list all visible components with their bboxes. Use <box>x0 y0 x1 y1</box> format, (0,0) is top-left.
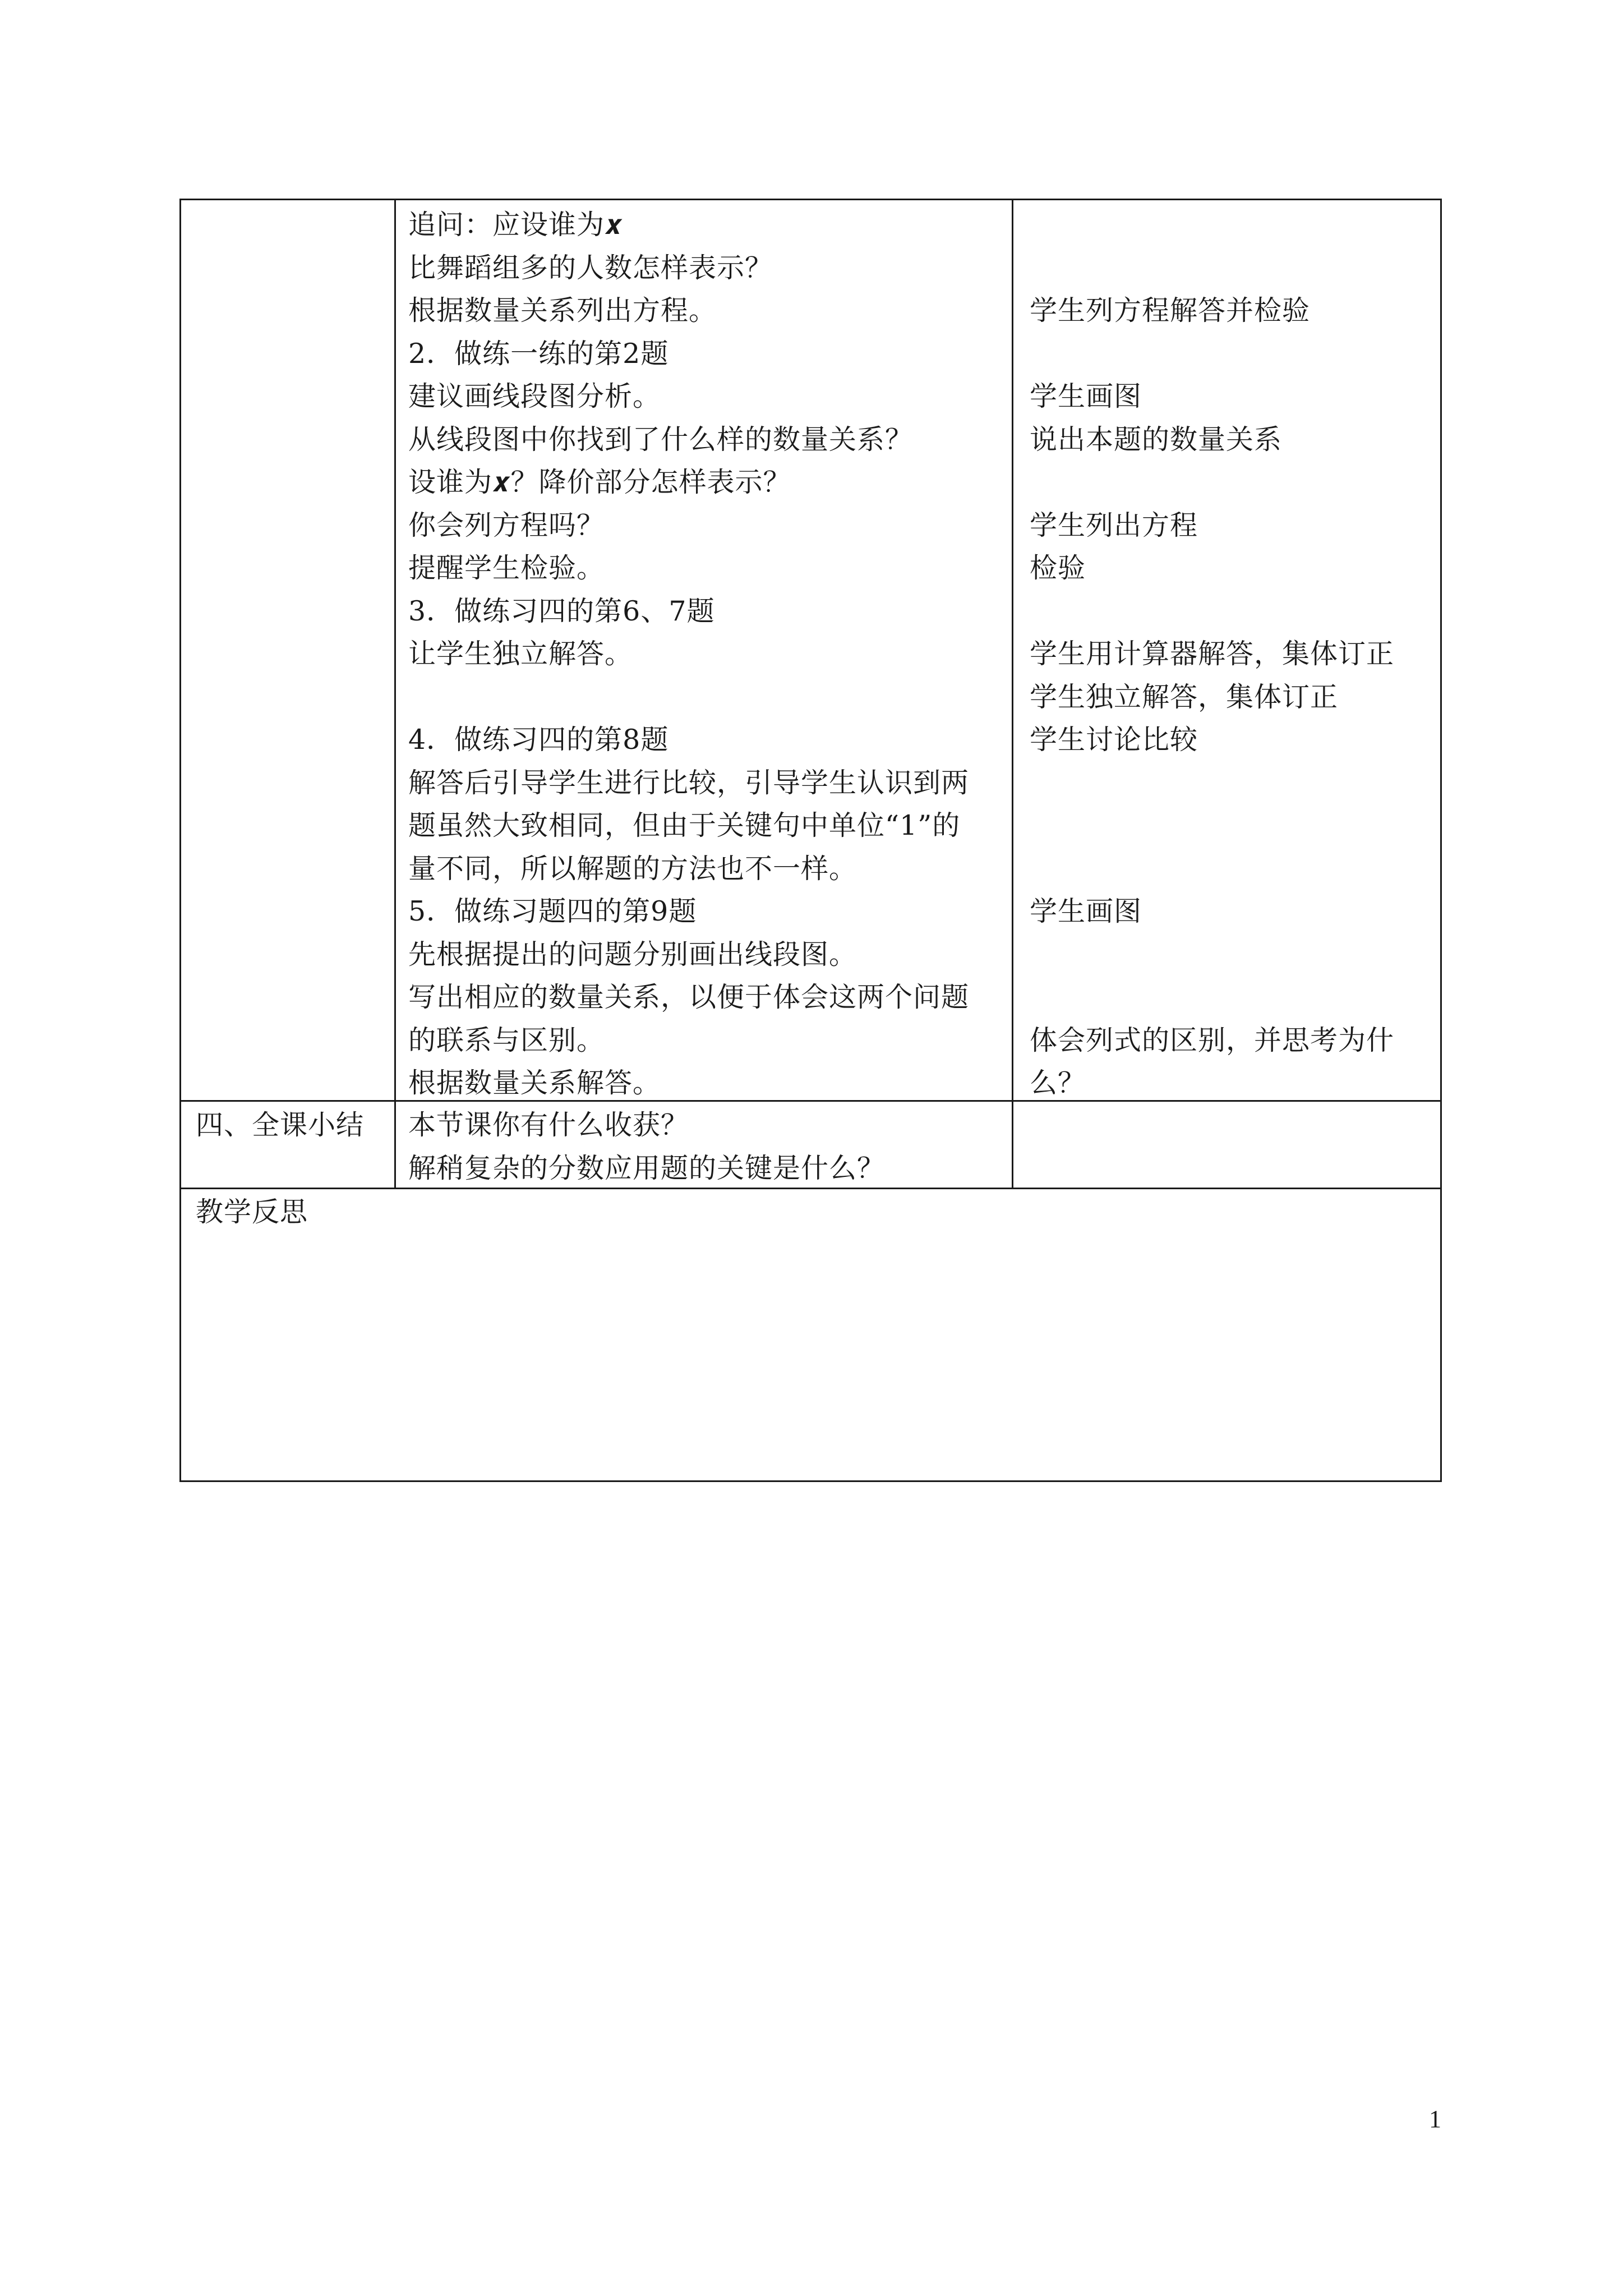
text-line <box>1030 848 1394 891</box>
text-line <box>1030 247 1394 290</box>
text-line: 说出本题的数量关系 <box>1030 423 1283 455</box>
text-line: 比舞蹈组多的人数怎样表示？ <box>408 251 773 284</box>
text-line: 解稍复杂的分数应用题的关键是什么？ <box>408 1152 886 1184</box>
teaching-reflection-label: 教学反思 <box>196 1196 308 1228</box>
text-line: 让学生独立解答。 <box>408 638 633 670</box>
text-line <box>1030 804 1394 848</box>
column-divider-2 <box>1012 200 1013 1188</box>
text-line: 么？ <box>1030 1067 1086 1099</box>
text-line <box>1030 933 1394 977</box>
text-line: 根据数量关系解答。 <box>408 1067 661 1099</box>
lesson-plan-table <box>179 199 1442 1482</box>
text-line: 设谁为𝒙？降价部分怎样表示？ <box>408 466 791 498</box>
text-line: 写出相应的数量关系，以便于体会这两个问题 <box>408 981 970 1013</box>
text-line <box>1030 461 1394 504</box>
row2-teacher-activity <box>408 1104 885 1190</box>
text-line: 2．做练一练的第2题 <box>408 337 669 370</box>
text-line: 学生画图 <box>1030 380 1142 412</box>
text-line: 4．做练习四的第8题 <box>408 724 669 756</box>
text-line: 解答后引导学生进行比较，引导学生认识到两 <box>408 766 970 799</box>
text-line: 体会列式的区别，并思考为什 <box>1030 1024 1395 1056</box>
text-line: 先根据提出的问题分别画出线段图。 <box>408 938 857 970</box>
text-line: 学生用计算器解答，集体订正 <box>1030 638 1395 670</box>
text-line: 你会列方程吗？ <box>408 509 605 541</box>
text-line: 的联系与区别。 <box>408 1024 605 1056</box>
text-line: 检验 <box>1030 552 1086 584</box>
text-line: 量不同，所以解题的方法也不一样。 <box>408 852 857 885</box>
text-line <box>1030 976 1394 1019</box>
text-line <box>1030 762 1394 805</box>
row1-teacher-activity <box>408 204 969 1105</box>
text-line: 学生列方程解答并检验 <box>1030 295 1311 326</box>
text-line: 提醒学生检验。 <box>408 552 605 584</box>
text-line <box>408 676 969 719</box>
row1-student-activity <box>1030 204 1394 1105</box>
text-line <box>1030 590 1394 633</box>
text-line: 本节课你有什么收获？ <box>408 1109 689 1141</box>
text-line: 从线段图中你找到了什么样的数量关系？ <box>408 423 914 455</box>
page-number: 1 <box>1429 2105 1441 2133</box>
text-line: 学生讨论比较 <box>1030 724 1198 756</box>
text-line: 建议画线段图分析。 <box>408 380 661 412</box>
text-line <box>1030 204 1394 247</box>
column-divider-1 <box>394 200 396 1188</box>
text-line: 学生画图 <box>1030 895 1142 927</box>
text-line: 根据数量关系列出方程。 <box>408 295 717 326</box>
text-line: 追问：应设谁为𝒙 <box>408 209 623 241</box>
text-line: 学生独立解答，集体订正 <box>1030 680 1339 713</box>
text-line <box>1030 333 1394 376</box>
row2-stage-label: 四、全课小结 <box>196 1109 365 1141</box>
text-line: 5．做练习题四的第9题 <box>408 895 697 927</box>
text-line: 3．做练习四的第6、7题 <box>408 595 715 627</box>
text-line: 学生列出方程 <box>1030 509 1198 541</box>
text-line: 题虽然大致相同，但由于关键句中单位“1”的 <box>408 809 961 841</box>
